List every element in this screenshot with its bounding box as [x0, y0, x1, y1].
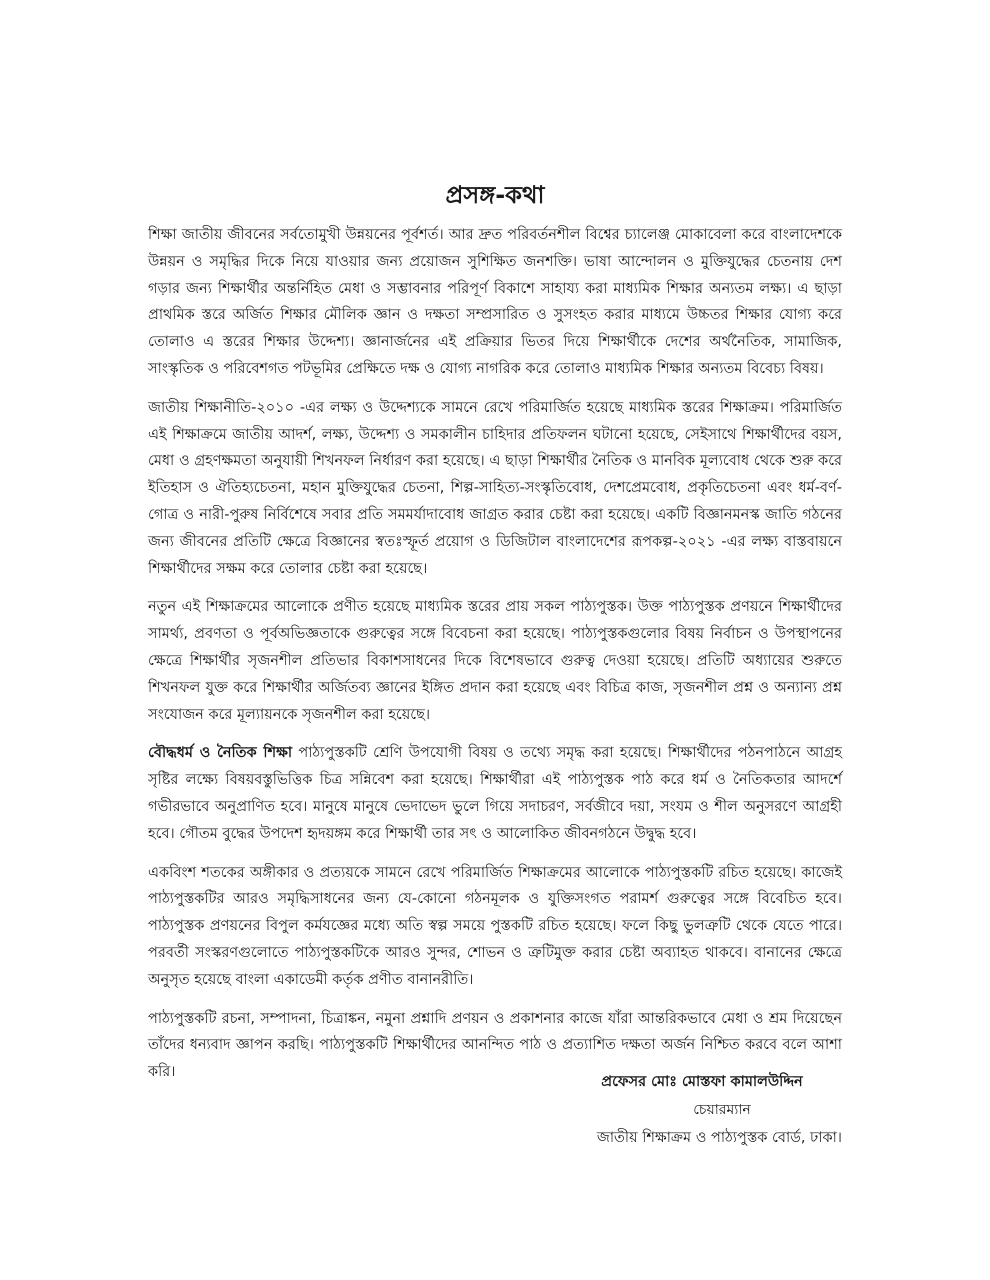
book-title-inline: বৌদ্ধধর্ম ও নৈতিক শিক্ষা	[148, 745, 293, 762]
signatory-name: প্রফেসর মোঃ মোস্তফা কামালউদ্দিন	[601, 1074, 803, 1090]
signatory-role: চেয়ারম্যান	[693, 1102, 751, 1118]
paragraph-6: পাঠ্যপুস্তকটি রচনা, সম্পাদনা, চিত্রাঙ্কন, নমুনা প্রশ্নাদি প্রণয়ন ও প্রকাশনার কাজে যাঁরা আন্তরিকভাবে মেধা ও শ্রম দিয়েছেন তাঁদের ধন্যবাদ জ্ঞাপন করছি। পাঠ্যপুস্তকটি শিক্ষার্থীদের আনন্দিত পাঠ ও প্রত্যাশিত দক্ষতা অর্জন নিশ্চিত করবে বলে আশা করি।	[148, 1010, 842, 1081]
document-page	[148, 178, 842, 1146]
page-title: প্রসঙ্গ-কথা	[445, 181, 545, 209]
signatory-organization: জাতীয় শিক্ষাক্রম ও পাঠ্যপুস্তক বোর্ড, ঢাকা।	[596, 1130, 842, 1146]
paragraph-2: জাতীয় শিক্ষানীতি-২০১০ -এর লক্ষ্য ও উদ্দেশ্যকে সামনে রেখে পরিমার্জিত হয়েছে মাধ্যমিক স্তরের শিক্ষাক্রম। পরিমার্জিত এই শিক্ষাক্রমে জাতীয় আদর্শ, লক্ষ্য, উদ্দেশ্য ও সমকালীন চাহিদার প্রতিফলন ঘটানো হয়েছে, সেইসাথে শিক্ষার্থীদের বয়স, মেধা ও গ্রহণক্ষমতা অনুযায়ী শিখনফল নির্ধারণ করা হয়েছে। এ ছাড়া শিক্ষার্থীর নৈতিক ও মানবিক মূল্যবোধ থেকে শুরু করে ইতিহাস ও ঐতিহ্যচেতনা, মহান মুক্তিযুদ্ধের চেতনা, শিল্প-সাহিত্য-সংস্কৃতিবোধ, দেশপ্রেমবোধ, প্রকৃতিচেতনা এবং ধর্ম-বর্ণ-গোত্র ও নারী-পুরুষ নির্বিশেষে সবার প্রতি সমমর্যাদাবোধ জাগ্রত করার চেষ্টা করা হয়েছে। একটি বিজ্ঞানমনস্ক জাতি গঠনের জন্য জীবনের প্রতিটি ক্ষেত্রে বিজ্ঞানের স্বতঃস্ফূর্ত প্রয়োগ ও ডিজিটাল বাংলাদেশের রূপকল্প-২০২১ -এর লক্ষ্য বাস্তবায়নে শিক্ষার্থীদের সক্ষম করে তোলার চেষ্টা করা হয়েছে।	[148, 399, 842, 577]
paragraph-1: শিক্ষা জাতীয় জীবনের সর্বতোমুখী উন্নয়নের পূর্বশর্ত। আর দ্রুত পরিবর্তনশীল বিশ্বের চ্যালেঞ্জ মোকাবেলা করে বাংলাদেশকে উন্নয়ন ও সমৃদ্ধির দিকে নিয়ে যাওয়ার জন্য প্রয়োজন সুশিক্ষিত জনশক্তি। ভাষা আন্দোলন ও মুক্তিযুদ্ধের চেতনায় দেশ গড়ার জন্য শিক্ষার্থীর অন্তর্নিহিত মেধা ও সম্ভাবনার পরিপূর্ণ বিকাশে সাহায্য করা মাধ্যমিক শিক্ষার অন্যতম লক্ষ্য। এ ছাড়া প্রাথমিক স্তরে অর্জিত শিক্ষার মৌলিক জ্ঞান ও দক্ষতা সম্প্রসারিত ও সুসংহত করার মাধ্যমে উচ্চতর শিক্ষার যোগ্য করে তোলাও এ স্তরের শিক্ষার উদ্দেশ্য। জ্ঞানার্জনের এই প্রক্রিয়ার ভিতর দিয়ে শিক্ষার্থীকে দেশের অর্থনৈতিক, সামাজিক, সাংস্কৃতিক ও পরিবেশগত পটভূমির প্রেক্ষিতে দক্ষ ও যোগ্য নাগরিক করে তোলাও মাধ্যমিক শিক্ষার অন্যতম বিবেচ্য বিষয়।	[148, 227, 842, 377]
paragraph-3: নতুন এই শিক্ষাক্রমের আলোকে প্রণীত হয়েছে মাধ্যমিক স্তরের প্রায় সকল পাঠ্যপুস্তক। উক্ত পাঠ্যপুস্তক প্রণয়নে শিক্ষার্থীদের সামর্থ্য, প্রবণতা ও পূর্বঅভিজ্ঞতাকে গুরুত্বের সঙ্গে বিবেচনা করা হয়েছে। পাঠ্যপুস্তকগুলোর বিষয় নির্বাচন ও উপস্থাপনের ক্ষেত্রে শিক্ষার্থীর সৃজনশীল প্রতিভার বিকাশসাধনের দিকে বিশেষভাবে গুরুত্ব দেওয়া হয়েছে। প্রতিটি অধ্যায়ের শুরুতে শিখনফল যুক্ত করে শিক্ষার্থীর অর্জিতব্য জ্ঞানের ইঙ্গিত প্রদান করা হয়েছে এবং বিচিত্র কাজ, সৃজনশীল প্রশ্ন ও অন্যান্য প্রশ্ন সংযোজন করে মূল্যায়নকে সৃজনশীল করা হয়েছে।	[148, 599, 842, 723]
paragraph-4	[148, 740, 842, 847]
paragraph-4-text: পাঠ্যপুস্তকটি শ্রেণি উপযোগী বিষয় ও তথ্যে সমৃদ্ধ করা হয়েছে। শিক্ষার্থীদের পঠনপাঠনে আগ্রহ সৃষ্টির লক্ষ্যে বিষয়বস্তুভিত্তিক চিত্র সন্নিবেশ করা হয়েছে। শিক্ষার্থীরা এই পাঠ্যপুস্তক পাঠ করে ধর্ম ও নৈতিকতার আদর্শে গভীরভাবে অনুপ্রাণিত হবে। মানুষে মানুষে ভেদাভেদ ভুলে গিয়ে সদাচরণ, সর্বজীবে দয়া, সংযম ও শীল অনুসরণে আগ্রহী হবে। গৌতম বুদ্ধের উপদেশ হৃদয়ঙ্গম করে শিক্ষার্থী তার সৎ ও আলোকিত জীবনগঠনে উদ্বুদ্ধ হবে।	[148, 745, 842, 842]
paragraph-5: একবিংশ শতকের অঙ্গীকার ও প্রত্যয়কে সামনে রেখে পরিমার্জিত শিক্ষাক্রমের আলোকে পাঠ্যপুস্তকটি রচিত হয়েছে। কাজেই পাঠ্যপুস্তকটির আরও সমৃদ্ধিসাধনের জন্য যে-কোনো গঠনমূলক ও যুক্তিসংগত পরামর্শ গুরুত্বের সঙ্গে বিবেচিত হবে। পাঠ্যপুস্তক প্রণয়নের বিপুল কর্মযজ্ঞের মধ্যে অতি স্বল্প সময়ে পুস্তকটি রচিত হয়েছে। ফলে কিছু ভুলত্রুটি থেকে যেতে পারে। পরবর্তী সংস্করণগুলোতে পাঠ্যপুস্তকটিকে আরও সুন্দর, শোভন ও ত্রুটিমুক্ত করার চেষ্টা অব্যাহত থাকবে। বানানের ক্ষেত্রে অনুসৃত হয়েছে বাংলা একাডেমী কর্তৃক প্রণীত বানানরীতি।	[148, 864, 842, 988]
signature-block	[542, 1068, 842, 1153]
